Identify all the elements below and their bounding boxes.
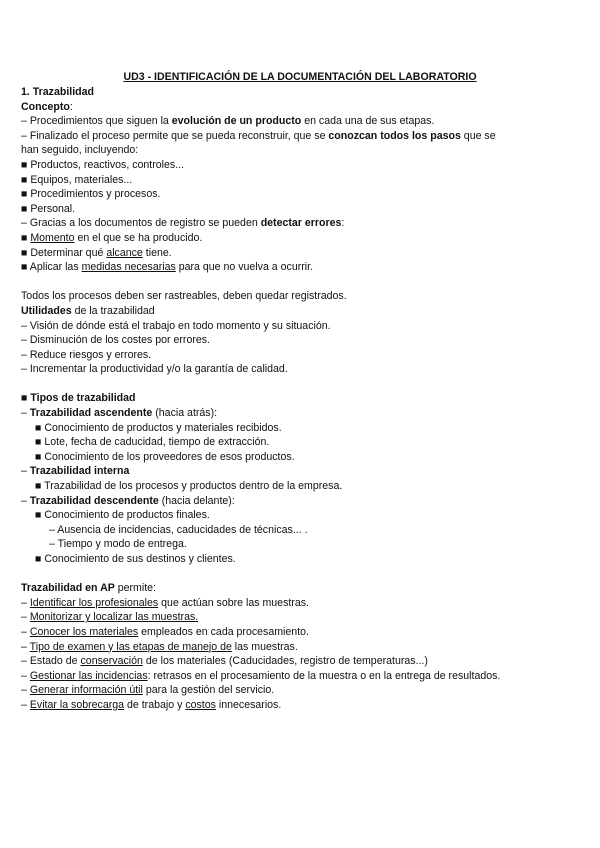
underlined-text: conservación	[80, 655, 143, 668]
text-segment: –	[21, 698, 30, 711]
text-line	[21, 100, 591, 115]
text-line	[21, 581, 591, 596]
text-line	[21, 143, 591, 158]
text-segment: de los materiales (Caducidades, registro de temperaturas...)	[142, 655, 428, 668]
text-segment: ■ Personal.	[21, 202, 76, 215]
text-segment: – Incrementar la productividad y/o la garantía de calidad.	[21, 363, 288, 376]
text-segment: en el que se ha producido.	[74, 231, 203, 244]
text-segment: ■ Determinar qué	[21, 246, 107, 259]
text-segment: :	[341, 217, 345, 230]
text-segment: de trabajo y	[124, 698, 186, 711]
text-line	[21, 231, 591, 246]
text-line	[21, 260, 591, 275]
text-segment: las muestras.	[231, 640, 298, 653]
bold-text: Trazabilidad ascendente	[29, 407, 153, 420]
bold-text: Concepto	[21, 100, 70, 113]
text-segment: de la trazabilidad	[71, 304, 155, 317]
text-line	[21, 508, 591, 523]
document-title: UD3 - IDENTIFICACIÓN DE LA DOCUMENTACIÓN DEL LABORATORIO	[123, 71, 477, 83]
underlined-text: Momento	[30, 231, 75, 244]
text-segment: – Disminución de los costes por errores.	[21, 334, 211, 347]
text-segment: – Tiempo y modo de entrega.	[49, 538, 187, 551]
bold-text: 1. Trazabilidad	[21, 86, 95, 98]
text-segment: (hacia delante):	[158, 494, 235, 507]
underlined-text: Tipo de examen y las etapas de manejo de	[29, 640, 232, 653]
blank-line	[21, 377, 591, 392]
text-segment: –	[21, 684, 30, 697]
text-segment: ■ Conocimiento de los proveedores de esos productos.	[35, 450, 295, 463]
text-line	[21, 479, 591, 494]
text-segment: – Finalizado el proceso permite que se pueda reconstruir, que se	[21, 129, 329, 142]
text-line	[21, 683, 591, 698]
text-line	[21, 435, 591, 450]
text-line	[21, 406, 591, 421]
text-segment: ■ Equipos, materiales...	[21, 173, 133, 186]
underlined-text: Gestionar las incidencias	[29, 669, 148, 682]
text-line	[21, 596, 591, 611]
text-segment: (hacia atrás):	[152, 407, 218, 420]
text-line	[21, 669, 591, 684]
text-segment: : retrasos en el procesamiento de la muestra o en la entrega de resultados.	[147, 669, 501, 682]
text-line	[21, 654, 591, 669]
text-segment: que se	[460, 129, 496, 142]
text-line	[21, 464, 591, 479]
text-segment: :	[69, 100, 73, 113]
underlined-text: Conocer los materiales	[29, 625, 139, 638]
text-line	[21, 333, 591, 348]
text-segment: ■ Procedimientos y procesos.	[21, 188, 161, 201]
text-line	[21, 173, 591, 188]
bold-text: detectar errores	[260, 217, 342, 230]
text-line	[21, 129, 591, 144]
text-line	[21, 304, 591, 319]
text-segment: permite:	[114, 582, 157, 595]
text-line	[21, 216, 591, 231]
text-segment: ■ Productos, reactivos, controles...	[21, 158, 185, 171]
document-body	[21, 85, 591, 713]
text-segment: empleados en cada procesamiento.	[138, 625, 309, 638]
text-segment: –	[21, 640, 30, 653]
bold-text: Trazabilidad en AP	[21, 582, 115, 595]
text-segment: para que no vuelva a ocurrir.	[175, 261, 314, 274]
bold-text: ■ Tipos de trazabilidad	[21, 392, 136, 405]
text-segment: innecesarios.	[215, 698, 282, 711]
underlined-text: costos	[185, 698, 216, 711]
text-segment: han seguido, incluyendo:	[21, 144, 139, 157]
bold-text: Trazabilidad interna	[29, 465, 130, 478]
blank-line	[21, 567, 591, 582]
text-segment: para la gestión del servicio.	[142, 684, 275, 697]
text-line	[21, 391, 591, 406]
text-line	[21, 610, 591, 625]
text-line	[21, 494, 591, 509]
text-line	[21, 187, 591, 202]
text-segment: –	[21, 625, 30, 638]
text-line	[21, 450, 591, 465]
blank-line	[21, 275, 591, 290]
underlined-text: alcance	[106, 246, 143, 259]
text-segment: ■ Aplicar las	[21, 261, 82, 274]
text-line	[21, 523, 591, 538]
text-line	[21, 319, 591, 334]
text-segment: –	[21, 669, 30, 682]
bold-text: Utilidades	[21, 304, 72, 317]
text-segment: Todos los procesos deben ser rastreables, deben quedar registrados.	[21, 290, 347, 303]
bold-text: Trazabilidad descendente	[29, 494, 159, 507]
text-line	[21, 114, 591, 129]
text-segment: – Visión de dónde está el trabajo en todo momento y su situación.	[21, 319, 331, 332]
text-segment: que actúan sobre las muestras.	[158, 596, 309, 609]
text-line	[21, 421, 591, 436]
text-segment: ■ Trazabilidad de los procesos y productos dentro de la empresa.	[35, 480, 343, 493]
text-segment: tiene.	[142, 246, 172, 259]
text-segment: ■ Conocimiento de productos y materiales recibidos.	[35, 421, 282, 434]
text-line	[21, 362, 591, 377]
text-line	[21, 348, 591, 363]
text-segment: – Ausencia de incidencias, caducidades de técnicas... .	[49, 523, 308, 536]
text-line	[21, 537, 591, 552]
text-segment: en cada una de sus etapas.	[301, 115, 435, 128]
text-segment: –	[21, 596, 30, 609]
text-segment: – Procedimientos que siguen la	[21, 115, 172, 128]
underlined-text: Evitar la sobrecarga	[29, 698, 125, 711]
bold-text: conozcan todos los pasos	[328, 129, 461, 142]
text-line	[21, 625, 591, 640]
text-segment: ■ Lote, fecha de caducidad, tiempo de extracción.	[35, 436, 270, 449]
underlined-text: medidas necesarias	[81, 261, 176, 274]
text-segment: –	[21, 407, 30, 420]
text-segment: – Estado de	[21, 655, 81, 668]
underlined-text: Identificar los profesionales	[29, 596, 159, 609]
text-segment: –	[21, 465, 30, 478]
text-line	[21, 202, 591, 217]
text-line	[21, 552, 591, 567]
text-segment: – Gracias a los documentos de registro se pueden	[21, 217, 261, 230]
bold-text: evolución de un producto	[171, 115, 302, 128]
text-line	[21, 85, 591, 100]
text-segment: – Reduce riesgos y errores.	[21, 348, 152, 361]
underlined-text: Monitorizar y localizar las muestras.	[29, 611, 199, 624]
text-segment: ■ Conocimiento de sus destinos y clientes.	[35, 553, 236, 565]
text-segment: ■	[21, 231, 31, 244]
text-segment: –	[21, 494, 30, 507]
text-line	[21, 289, 591, 304]
text-line	[21, 158, 591, 173]
text-segment: –	[21, 611, 30, 624]
text-line	[21, 698, 591, 713]
text-line	[21, 246, 591, 261]
text-line	[21, 640, 591, 655]
underlined-text: Generar información útil	[29, 684, 143, 697]
text-segment: ■ Conocimiento de productos finales.	[35, 509, 210, 522]
